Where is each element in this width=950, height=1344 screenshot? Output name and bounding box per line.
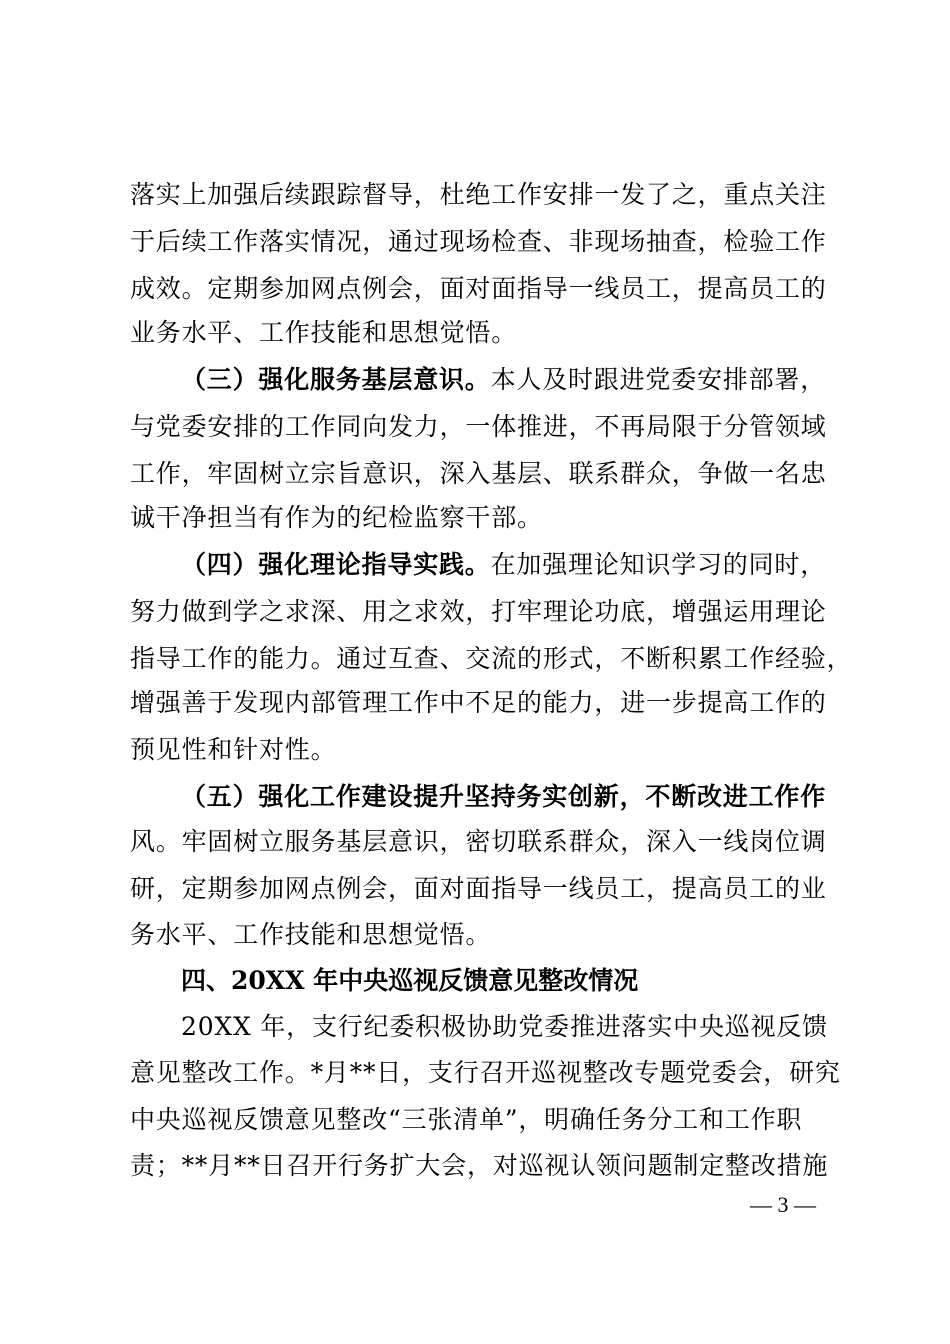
paragraph-line: 与党委安排的工作同向发力，一体推进，不再局限于分管领域	[130, 412, 827, 441]
section-4-first-text: 在加强理论知识学习的同时，	[490, 550, 827, 579]
section-3-first-text: 本人及时跟进党委安排部署，	[490, 365, 827, 394]
paragraph-line: 责；**月**日召开行务扩大会，对巡视认领问题制定整改措施	[130, 1151, 829, 1180]
section-4-first-line	[181, 550, 881, 580]
paragraph-line: 落实上加强后续跟踪督导，杜绝工作安排一发了之，重点关注	[130, 180, 827, 209]
paragraph-line: 预见性和针对性。	[130, 735, 337, 764]
section-heading-4: 四、20XX 年中央巡视反馈意见整改情况	[181, 966, 639, 995]
section-5-title: （五）强化工作建设提升坚持务实创新，不断改进工作作	[181, 782, 827, 811]
paragraph-line: 研，定期参加网点例会，面对面指导一线员工，提高员工的业	[130, 874, 827, 903]
paragraph-line: 业务水平、工作技能和思想觉悟。	[130, 318, 518, 347]
paragraph-line: 风。牢固树立服务基层意识，密切联系群众，深入一线岗位调	[130, 827, 827, 856]
paragraph-line: 中央巡视反馈意见整改“三张清单”，明确任务分工和工作职	[130, 1105, 803, 1134]
paragraph-line: 增强善于发现内部管理工作中不足的能力，进一步提高工作的	[130, 688, 827, 717]
section-4-title: （四）强化理论指导实践。	[181, 550, 491, 579]
section-3-first-line	[181, 365, 881, 395]
paragraph-line: 努力做到学之求深、用之求效，打牢理论功底，增强运用理论	[130, 597, 827, 626]
paragraph-line: 意见整改工作。*月**日，支行召开巡视整改专题党委会，研究	[130, 1058, 841, 1087]
paragraph-line: 于后续工作落实情况，通过现场检查、非现场抽查，检验工作	[130, 227, 827, 256]
paragraph-line: 工作，牢固树立宗旨意识，深入基层、联系群众，争做一名忠	[130, 459, 827, 488]
paragraph-line: 成效。定期参加网点例会，面对面指导一线员工，提高员工的	[130, 274, 827, 303]
section-3-title: （三）强化服务基层意识。	[181, 365, 491, 394]
paragraph-line: 务水平、工作技能和思想觉悟。	[130, 920, 492, 949]
paragraph-line: 20XX 年，支行纪委积极协助党委推进落实中央巡视反馈	[181, 1012, 828, 1041]
paragraph-line: 指导工作的能力。通过互查、交流的形式，不断积累工作经验，	[130, 644, 853, 673]
paragraph-line: 诚干净担当有作为的纪检监察干部。	[130, 503, 543, 532]
page-number: — 3 —	[750, 1192, 816, 1217]
